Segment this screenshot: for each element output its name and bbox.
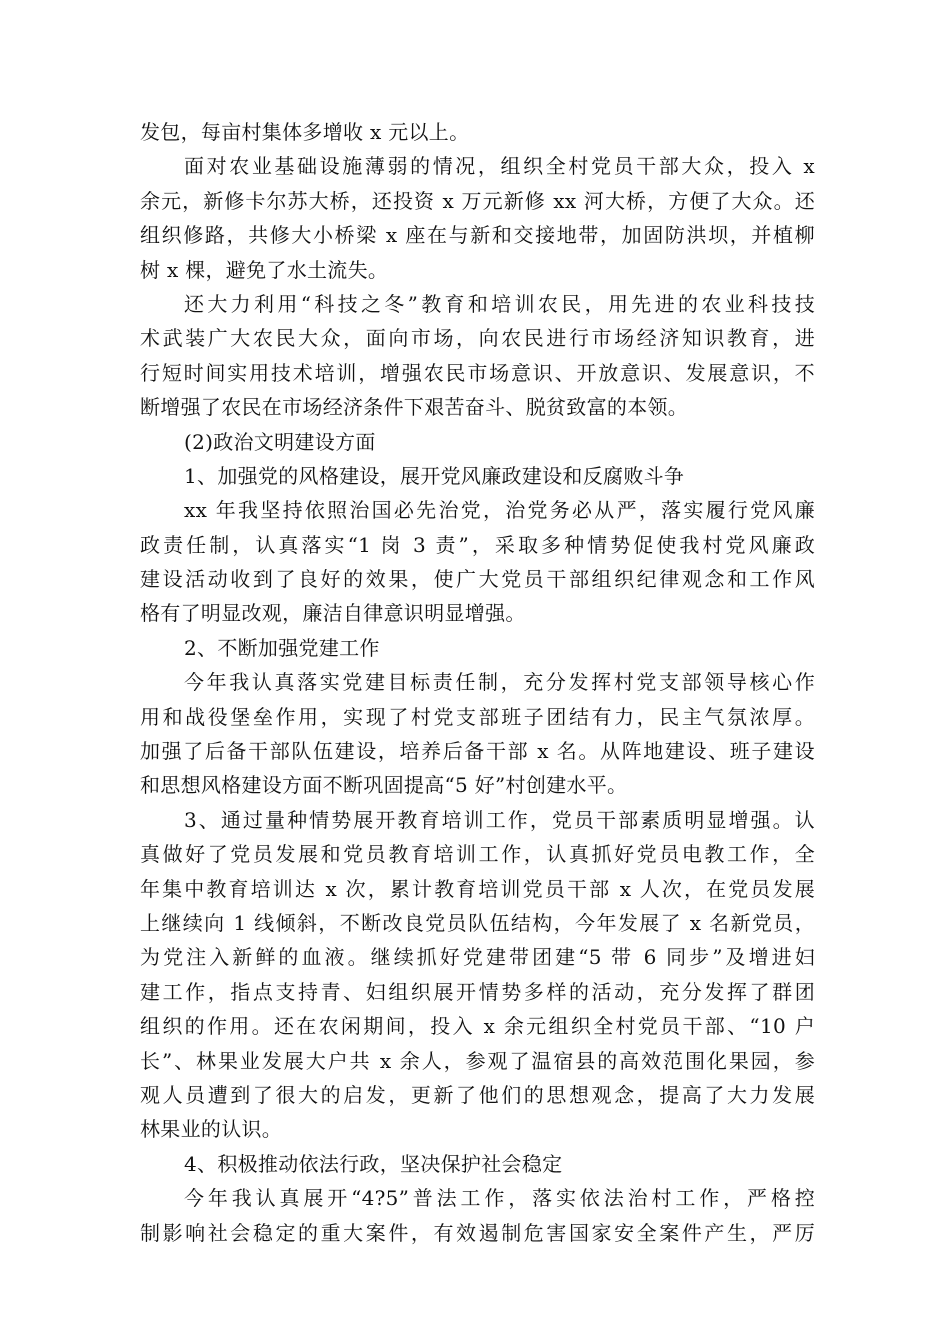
text-line: 发包，每亩村集体多增收 x 元以上。 bbox=[140, 120, 470, 144]
text-line: 制影响社会稳定的重大案件，有效遏制危害国家安全案件产生，严厉 bbox=[140, 1220, 815, 1245]
subsection-heading: 1、加强党的风格建设，展开党风廉政建设和反腐败斗争 bbox=[184, 463, 685, 488]
text-line: 上继续向 1 线倾斜，不断改良党员队伍结构，今年发展了 x 名新党员， bbox=[140, 910, 815, 935]
paragraph-start: xx 年我坚持依照治国必先治党，治党务必从严，落实履行党风廉 bbox=[184, 498, 815, 523]
text-line: 余元，新修卡尔苏大桥，还投资 x 万元新修 xx 河大桥，方便了大众。还 bbox=[140, 188, 815, 213]
document-body bbox=[140, 115, 815, 1250]
text-line: 组织的作用。还在农闲期间，投入 x 余元组织全村党员干部、“10 户 bbox=[140, 1014, 815, 1039]
text-line: 真做好了党员发展和党员教育培训工作，认真抓好党员电教工作，全 bbox=[140, 842, 815, 867]
text-line: 断增强了农民在市场经济条件下艰苦奋斗、脱贫致富的本领。 bbox=[140, 395, 689, 420]
text-line: 为党注入新鲜的血液。继续抓好党建带团建“5 带 6 同步”及增进妇 bbox=[140, 945, 815, 970]
paragraph-start: 今年我认真展开“4?5”普法工作，落实依法治村工作，严格控 bbox=[184, 1186, 815, 1211]
text-line: 术武装广大农民大众，面向市场，向农民进行市场经济知识教育，进 bbox=[140, 326, 815, 351]
paragraph-start: 3、通过量种情势展开教育培训工作，党员干部素质明显增强。认 bbox=[184, 807, 815, 832]
text-line: 建设活动收到了良好的效果，使广大党员干部组织纪律观念和工作风 bbox=[140, 567, 815, 592]
text-line: 加强了后备干部队伍建设，培养后备干部 x 名。从阵地建设、班子建设 bbox=[140, 739, 815, 764]
text-line: 年集中教育培训达 x 次，累计教育培训党员干部 x 人次，在党员发展 bbox=[140, 876, 815, 901]
text-line: 观人员遭到了很大的启发，更新了他们的思想观念，提高了大力发展 bbox=[140, 1082, 815, 1107]
text-line: 政责任制，认真落实“1 岗 3 责”，采取多种情势促使我村党风廉政 bbox=[140, 532, 815, 557]
text-line: 格有了明显改观，廉洁自律意识明显增强。 bbox=[140, 601, 526, 626]
subsection-heading: 2、不断加强党建工作 bbox=[184, 635, 380, 660]
text-line: 组织修路，共修大小桥梁 x 座在与新和交接地带，加固防洪坝，并植柳 bbox=[140, 223, 815, 248]
text-line: 长”、林果业发展大户共 x 余人，参观了温宿县的高效范围化果园，参 bbox=[140, 1048, 815, 1073]
text-line: 建工作，指点支持青、妇组织展开情势多样的活动，充分发挥了群团 bbox=[140, 979, 815, 1004]
paragraph-start: 还大力利用“科技之冬”教育和培训农民，用先进的农业科技技 bbox=[184, 291, 815, 316]
text-line: 和思想风格建设方面不断巩固提高“5 好”村创建水平。 bbox=[140, 773, 628, 798]
text-line: 用和战役堡垒作用，实现了村党支部班子团结有力，民主气氛浓厚。 bbox=[140, 704, 815, 729]
subsection-heading: 4、积极推动依法行政，坚决保护社会稳定 bbox=[184, 1151, 563, 1176]
section-heading: (2)政治文明建设方面 bbox=[184, 429, 376, 454]
text-line: 行短时间实用技术培训，增强农民市场意识、开放意识、发展意识，不 bbox=[140, 360, 815, 385]
paragraph-start: 今年我认真落实党建目标责任制，充分发挥村党支部领导核心作 bbox=[184, 670, 815, 695]
paragraph-start: 面对农业基础设施薄弱的情况，组织全村党员干部大众，投入 x bbox=[184, 154, 815, 179]
text-line: 林果业的认识。 bbox=[140, 1117, 283, 1142]
text-line: 树 x 棵，避免了水土流失。 bbox=[140, 257, 389, 282]
